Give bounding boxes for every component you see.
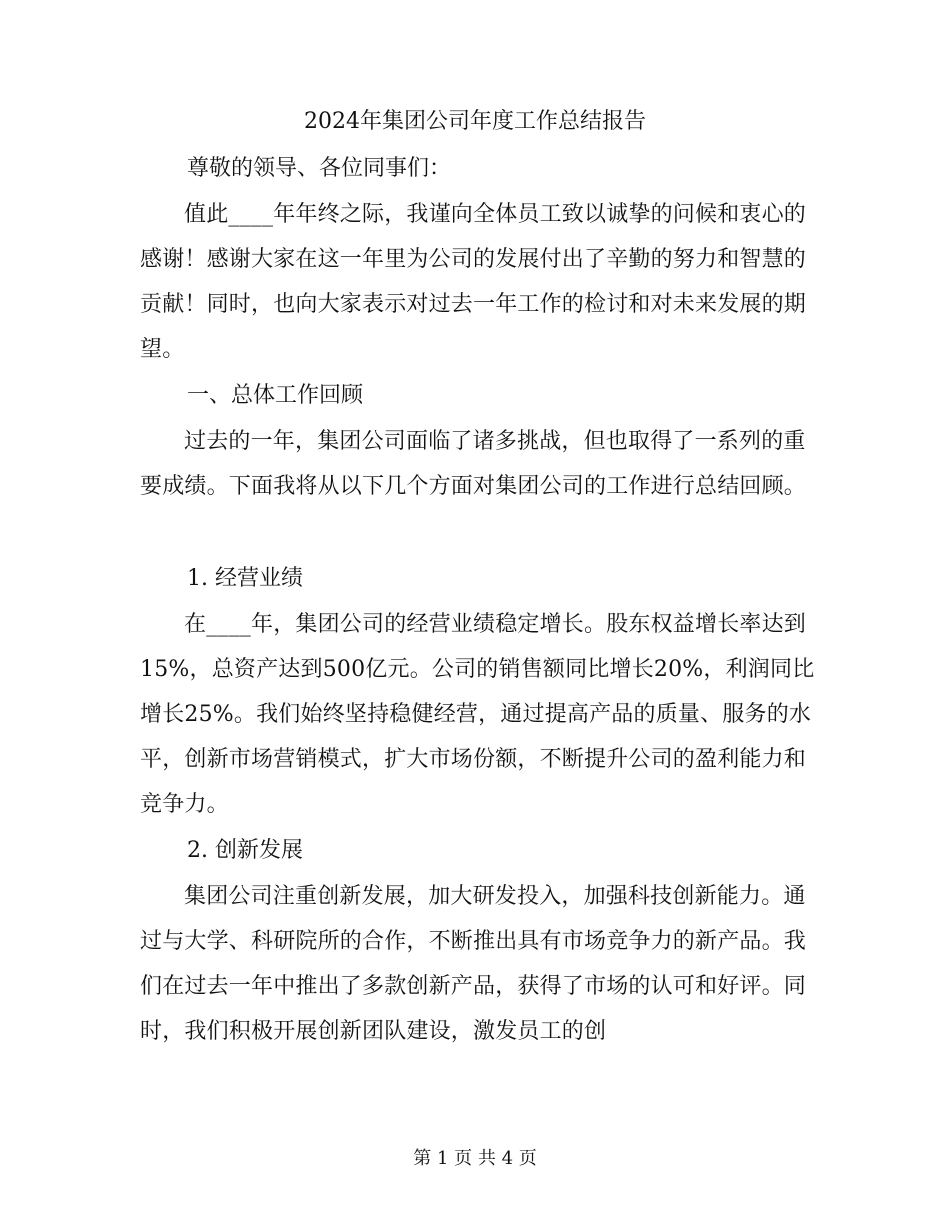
section-heading-overview: 一、总体工作回顾 — [187, 383, 364, 408]
paragraph-innovation: 集团公司注重创新发展，加大研发投入，加强科技创新能力。通过与大学、科研院所的合作，不断推出具有市场竞争力的新产品。我们在过去一年中推出了多款创新产品，获得了市场的认可和好评。同时，我们积极开展创新团队建设，激发员工的创 — [140, 884, 807, 1044]
paragraph-performance: 在____年，集团公司的经营业绩稳定增长。股东权益增长率达到15%，总资产达到500亿元。公司的销售额同比增长20%，利润同比增长25%。我们始终坚持稳健经营，通过提高产品的质量、服务的水平，创新市场营销模式，扩大市场份额，不断提升公司的盈利能力和竞争力。 — [140, 612, 815, 817]
page-indicator: 第 1 页 共 4 页 — [413, 1148, 537, 1169]
paragraph-overview: 过去的一年，集团公司面临了诸多挑战，但也取得了一系列的重要成绩。下面我将从以下几个方面对集团公司的工作进行总结回顾。 — [140, 429, 807, 499]
subheading-innovation: 2. 创新发展 — [187, 838, 303, 863]
greeting: 尊敬的领导、各位同事们： — [187, 156, 452, 181]
paragraph-intro: 值此____年年终之际，我谨向全体员工致以诚挚的问候和衷心的感谢！感谢大家在这一年里为公司的发展付出了辛勤的努力和智慧的贡献！同时，也向大家表示对过去一年工作的检讨和对未来发展的期望。 — [140, 202, 807, 362]
subheading-performance: 1. 经营业绩 — [187, 566, 303, 591]
document-title: 2024年集团公司年度工作总结报告 — [304, 109, 646, 134]
